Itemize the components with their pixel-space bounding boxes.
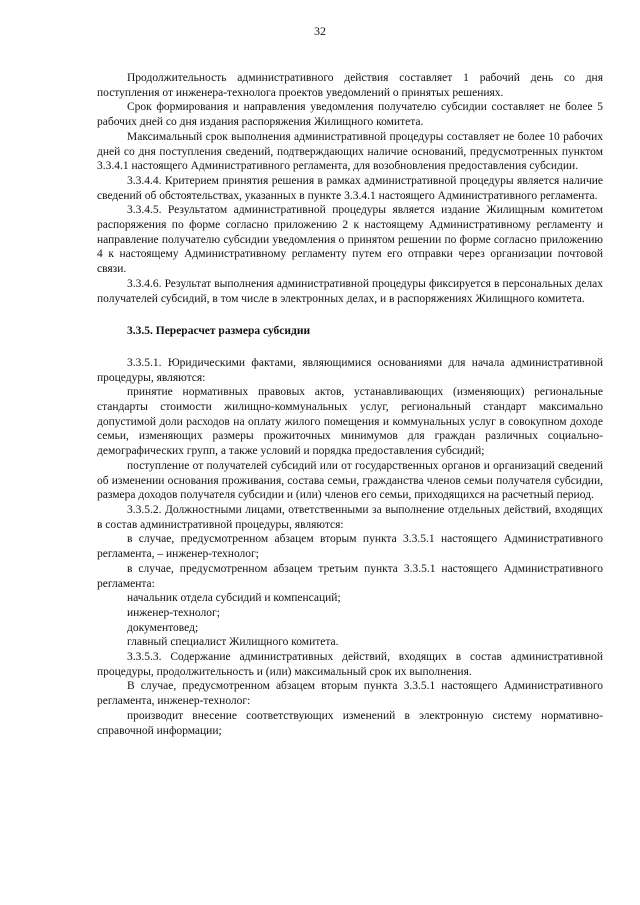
page-number: 32 <box>314 24 326 38</box>
paragraph: Максимальный срок выполнения административной процедуры составляет не более 10 рабочих дней со дня поступления сведений, подтверждающих наличие оснований, предусмотренных пунктом 3.3.4.1 настоящего Административного регламента, для возобновления предоставления субсидии. <box>97 130 603 173</box>
paragraph: принятие нормативных правовых актов, устанавливающих (изменяющих) региональные стандарты стоимости жилищно-коммунальных услуг, региональный стандарт максимально допустимой доли расходов на оплату жилого помещения и коммунальных услуг в совокупном доходе семьи, изменяющих размеры прожиточных минимумов для граждан различных социально-демографических групп, а также условий и порядка предоставления субсидий; <box>97 386 603 458</box>
paragraph: поступление от получателей субсидий или от государственных органов и организаций сведений об изменении основания проживания, состава семьи, гражданства членов семьи получателя субсидии, размера доходов получателя субсидии и (или) членов его семьи, приходящихся на расчетный период. <box>97 459 603 502</box>
paragraph: 3.3.4.4. Критерием принятия решения в рамках административной процедуры является наличие сведений об обстоятельствах, указанных в пункте 3.3.4.1 настоящего Административного регламента. <box>97 174 603 202</box>
paragraph: 3.3.4.5. Результатом административной процедуры является издание Жилищным комитетом распоряжения по форме согласно приложению 2 к настоящему Административному регламенту и направление получателю субсидии уведомления о принятом решении по форме согласно приложению 4 к настоящему Административному регламенту путем его отправки через организации почтовой связи. <box>97 204 603 276</box>
paragraph: производит внесение соответствующих изменений в электронную систему нормативно-справочной информации; <box>97 709 603 737</box>
list-item: начальник отдела субсидий и компенсаций; <box>127 592 341 605</box>
paragraph: 3.3.5.2. Должностными лицами, ответственными за выполнение отдельных действий, входящих в состав административной процедуры, являются: <box>97 503 603 531</box>
paragraph: 3.3.5.3. Содержание административных действий, входящих в состав административной процедуры, продолжительность и (или) максимальный срок их выполнения. <box>97 651 603 678</box>
paragraph: в случае, предусмотренном абзацем вторым пункта 3.3.5.1 настоящего Административного регламента, – инженер-технолог; <box>97 533 603 561</box>
paragraph: В случае, предусмотренном абзацем вторым пункта 3.3.5.1 настоящего Административного регламента, инженер-технолог: <box>97 680 603 708</box>
paragraph: 3.3.4.6. Результат выполнения административной процедуры фиксируется в персональных делах получателей субсидий, в том числе в электронных делах, и в распоряжениях Жилищного комитета. <box>97 277 603 305</box>
list-item: главный специалист Жилищного комитета. <box>127 636 339 649</box>
paragraph: Продолжительность административного действия составляет 1 рабочий день со дня поступления от инженера-технолога проектов уведомлений о принятых решениях. <box>97 72 603 99</box>
paragraph: 3.3.5.1. Юридическими фактами, являющимися основаниями для начала административной процедуры, являются: <box>97 356 603 384</box>
section-heading: 3.3.5. Перерасчет размера субсидии <box>127 325 311 338</box>
list-item: инженер-технолог; <box>127 606 220 619</box>
paragraph: Срок формирования и направления уведомления получателю субсидии составляет не более 5 рабочих дней со дня издания распоряжения Жилищного комитета. <box>97 101 603 129</box>
document-body <box>97 71 603 738</box>
paragraph: в случае, предусмотренном абзацем третьим пункта 3.3.5.1 настоящего Административного регламента: <box>97 562 603 590</box>
list-item: документовед; <box>127 621 199 634</box>
